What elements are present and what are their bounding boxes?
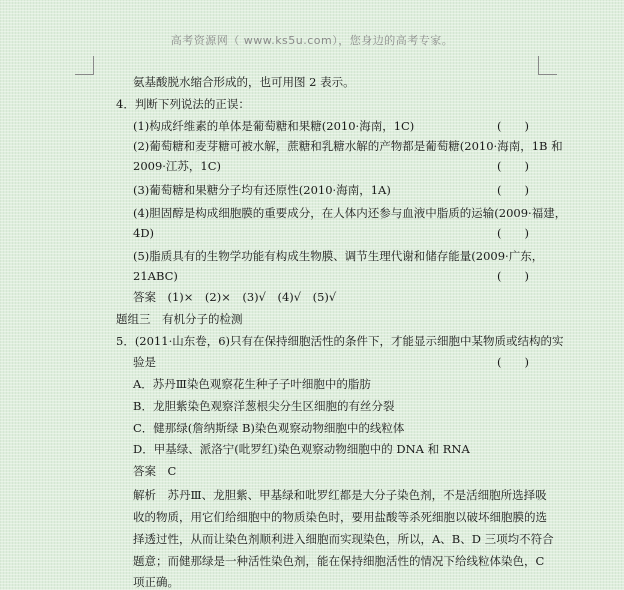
text-line: B．龙胆紫染色观察洋葱根尖分生区细胞的有丝分裂 — [133, 399, 395, 413]
text-line: 题意；而健那绿是一种活性染色剂，能在保持细胞活性的情况下给线粒体染色，C — [133, 554, 545, 568]
text-line: 收的物质，用它们给细胞中的物质染色时，要用盐酸等杀死细胞以破坏细胞膜的选 — [133, 510, 547, 524]
text-line: 择透过性，从而让染色剂顺利进入细胞而实现染色，所以，A、B、D 三项均不符合 — [133, 532, 554, 546]
text-line: 答案 C — [133, 464, 177, 478]
text-line: 项正确。 — [133, 575, 179, 589]
text-line: (1)构成纤维素的单体是葡萄糖和果糖(2010·海南，1C) — [133, 119, 415, 133]
margin-mark-left — [75, 56, 94, 75]
answer-blank: ( ) — [497, 183, 529, 197]
answer-blank: ( ) — [497, 355, 529, 369]
text-line: 验是 — [133, 355, 156, 369]
text-line: 4．判断下列说法的正误： — [116, 97, 250, 111]
text-line: (3)葡萄糖和果糖分子均有还原性(2010·海南，1A) — [133, 183, 391, 197]
text-line: 5．(2011·山东卷，6)只有在保持细胞活性的条件下，才能显示细胞中某物质或结构的实 — [116, 334, 564, 348]
text-line: (2)葡萄糖和麦芽糖可被水解，蔗糖和乳糖水解的产物都是葡萄糖(2010·海南，1B 和 — [133, 139, 563, 153]
text-line: D．甲基绿、派洛宁(吡罗红)染色观察动物细胞中的 DNA 和 RNA — [133, 442, 470, 456]
answer-blank: ( ) — [497, 159, 529, 173]
answer-blank: ( ) — [497, 119, 529, 133]
answer-blank: ( ) — [497, 226, 529, 240]
text-line: A．苏丹Ⅲ染色观察花生种子子叶细胞中的脂肪 — [133, 377, 371, 391]
page-header: 高考资源网（ www.ks5u.com），您身边的高考专家。 — [170, 34, 454, 47]
text-line: (4)胆固醇是构成细胞膜的重要成分，在人体内还参与血液中脂质的运输(2009·福建， — [133, 206, 567, 220]
text-line: 2009·江苏，1C) — [133, 159, 222, 173]
text-line: 解析 苏丹Ⅲ、龙胆紫、甲基绿和吡罗红都是大分子染色剂，不是活细胞所选择吸 — [133, 488, 547, 502]
text-line: (5)脂质具有的生物学功能有构成生物膜、调节生理代谢和储存能量(2009·广东， — [133, 249, 544, 263]
text-line: 4D) — [133, 226, 155, 240]
answer-blank: ( ) — [497, 269, 529, 283]
margin-mark-right — [538, 56, 557, 75]
text-line: 答案 (1)× (2)× (3)√ (4)√ (5)√ — [133, 290, 337, 304]
text-line: 氨基酸脱水缩合形成的，也可用图 2 表示。 — [133, 75, 355, 89]
text-line: C．健那绿(詹纳斯绿 B)染色观察动物细胞中的线粒体 — [133, 421, 405, 435]
text-line: 题组三 有机分子的检测 — [116, 312, 243, 326]
text-line: 21ABC) — [133, 269, 178, 283]
